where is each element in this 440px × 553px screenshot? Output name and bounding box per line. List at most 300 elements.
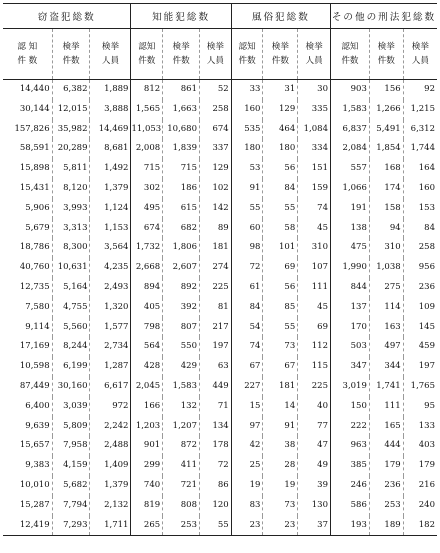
table-cell: 5,560 (52, 318, 90, 338)
table-row (3, 139, 437, 159)
table-cell: 191 (330, 199, 369, 219)
table-cell: 3,888 (90, 100, 131, 120)
table-cell: 5,809 (52, 417, 90, 437)
table-cell: 91 (231, 179, 263, 199)
table-cell: 1,765 (403, 377, 437, 397)
table-cell: 101 (263, 238, 298, 258)
table-cell: 15,657 (19, 440, 50, 451)
table-cell: 6,837 (330, 120, 369, 140)
table-cell: 240 (403, 496, 437, 516)
table-cell: 23 (263, 516, 298, 536)
table-cell: 903 (330, 80, 369, 100)
table-cell: 83 (231, 496, 263, 516)
group-header-theft: 窃盗犯総数 (3, 4, 131, 29)
table-cell: 160 (231, 100, 263, 120)
table-cell: 138 (330, 219, 369, 239)
group-header-intellectual: 知能犯総数 (131, 4, 231, 29)
table-cell: 71 (200, 397, 232, 417)
table-cell: 337 (200, 139, 232, 159)
table-row (3, 258, 437, 278)
table-cell: 335 (298, 100, 331, 120)
table-cell: 411 (163, 456, 200, 476)
table-cell: 2,493 (90, 278, 131, 298)
table-cell: 23 (231, 516, 263, 536)
table-cell: 86 (200, 476, 232, 496)
table-cell: 53 (231, 159, 263, 179)
table-cell: 25 (231, 456, 263, 476)
table-cell: 12,419 (3, 516, 52, 536)
table-cell: 63 (200, 357, 232, 377)
table-cell: 246 (330, 476, 369, 496)
table-row (3, 337, 437, 357)
table-cell: 133 (403, 417, 437, 437)
table-cell: 81 (200, 298, 232, 318)
table-cell: 84 (403, 219, 437, 239)
table-cell: 674 (200, 120, 232, 140)
table-cell: 812 (131, 80, 163, 100)
table-row (3, 278, 437, 298)
table-cell: 189 (369, 516, 403, 536)
table-cell: 9,383 (25, 460, 50, 471)
table-cell: 459 (403, 337, 437, 357)
table-cell: 14,469 (90, 120, 131, 140)
sub-header-arrested-persons: 検挙 人員 (298, 29, 331, 80)
table-row (3, 298, 437, 318)
table-cell: 475 (330, 238, 369, 258)
table-cell: 142 (200, 199, 232, 219)
table-cell: 55 (263, 318, 298, 338)
table-cell: 1,741 (369, 377, 403, 397)
table-cell: 8,244 (52, 337, 90, 357)
table-cell: 7,580 (25, 301, 50, 312)
table-cell: 3,019 (330, 377, 369, 397)
table-cell: 3,993 (52, 199, 90, 219)
table-row (3, 357, 437, 377)
table-cell: 180 (231, 139, 263, 159)
table-cell: 39 (298, 476, 331, 496)
sub-header-cleared-cases: 検挙 件数 (163, 29, 200, 80)
table-cell: 28 (263, 456, 298, 476)
table-cell: 156 (369, 80, 403, 100)
table-cell: 449 (200, 377, 232, 397)
table-cell: 54 (231, 318, 263, 338)
table-cell: 182 (403, 516, 437, 536)
table-cell: 14,440 (19, 84, 50, 94)
sub-header-cleared-cases: 検挙 件数 (263, 29, 298, 80)
table-cell: 1,744 (403, 139, 437, 159)
table-cell: 157,826 (14, 123, 50, 134)
sub-header-arrested-persons: 検挙 人員 (90, 29, 131, 80)
table-cell: 52 (200, 80, 232, 100)
table-cell: 84 (231, 298, 263, 318)
table-cell: 115 (298, 357, 331, 377)
table-cell: 55 (231, 199, 263, 219)
statistics-table-page (3, 3, 437, 550)
table-cell: 30,144 (19, 103, 50, 114)
table-cell: 55 (263, 199, 298, 219)
table-cell: 253 (369, 496, 403, 516)
sub-header-arrested-persons: 検挙 人員 (200, 29, 232, 80)
table-cell: 69 (263, 258, 298, 278)
table-cell: 11,053 (131, 120, 163, 140)
table-cell: 151 (298, 159, 331, 179)
table-cell: 12,015 (52, 100, 90, 120)
table-cell: 1,663 (163, 100, 200, 120)
table-cell: 344 (369, 357, 403, 377)
table-cell: 844 (330, 278, 369, 298)
table-cell: 222 (330, 417, 369, 437)
table-cell: 5,906 (25, 202, 50, 213)
table-cell: 5,682 (52, 476, 90, 496)
sub-header-recognized: 認 知 件 数 (3, 29, 52, 80)
table-cell: 1,711 (90, 516, 131, 536)
table-cell: 56 (263, 159, 298, 179)
table-cell: 586 (330, 496, 369, 516)
table-cell: 972 (90, 397, 131, 417)
table-cell: 808 (163, 496, 200, 516)
table-cell: 1,806 (163, 238, 200, 258)
table-cell: 19 (231, 476, 263, 496)
table-cell: 535 (231, 120, 263, 140)
table-cell: 253 (163, 516, 200, 536)
table-cell: 5,164 (52, 278, 90, 298)
table-cell: 2,132 (90, 496, 131, 516)
table-cell: 30,160 (52, 377, 90, 397)
table-cell: 6,400 (25, 400, 50, 411)
table-cell: 67 (263, 357, 298, 377)
table-cell: 7,293 (52, 516, 90, 536)
table-cell: 310 (298, 238, 331, 258)
table-cell: 15 (231, 397, 263, 417)
table-cell: 55 (200, 516, 232, 536)
table-cell: 392 (163, 298, 200, 318)
table-cell: 15,287 (19, 499, 50, 510)
table-cell: 956 (403, 258, 437, 278)
sub-header-arrested-persons: 検挙 人員 (403, 29, 437, 80)
table-cell: 94 (369, 219, 403, 239)
table-row (3, 436, 437, 456)
table-cell: 347 (330, 357, 369, 377)
table-cell: 2,242 (90, 417, 131, 437)
table-cell: 174 (369, 179, 403, 199)
table-cell: 2,607 (163, 258, 200, 278)
table-row (3, 397, 437, 417)
table-cell: 38 (263, 436, 298, 456)
table-cell: 40,760 (19, 262, 50, 273)
table-cell: 5,811 (52, 159, 90, 179)
table-cell: 495 (131, 199, 163, 219)
table-cell: 1,084 (298, 120, 331, 140)
table-cell: 170 (330, 318, 369, 338)
table-cell: 892 (163, 278, 200, 298)
table-cell: 6,617 (90, 377, 131, 397)
table-cell: 1,379 (90, 179, 131, 199)
table-cell: 168 (369, 159, 403, 179)
table-row (3, 219, 437, 239)
table-cell: 74 (231, 337, 263, 357)
table-cell: 114 (369, 298, 403, 318)
table-cell: 225 (298, 377, 331, 397)
table-row (3, 100, 437, 120)
table-cell: 8,681 (90, 139, 131, 159)
table-cell: 111 (369, 397, 403, 417)
table-cell: 275 (369, 278, 403, 298)
table-cell: 274 (200, 258, 232, 278)
table-cell: 91 (263, 417, 298, 437)
table-cell: 1,207 (163, 417, 200, 437)
sub-header-row (3, 29, 437, 80)
table-cell: 564 (131, 337, 163, 357)
table-cell: 181 (200, 238, 232, 258)
group-header-moral: 風俗犯総数 (231, 4, 330, 29)
table-cell: 1,266 (369, 100, 403, 120)
table-cell: 8,120 (52, 179, 90, 199)
table-row (3, 496, 437, 516)
table-cell: 47 (298, 436, 331, 456)
table-cell: 67 (231, 357, 263, 377)
table-cell: 111 (298, 278, 331, 298)
table-cell: 3,313 (52, 219, 90, 239)
table-cell: 89 (200, 219, 232, 239)
table-cell: 58 (263, 219, 298, 239)
table-cell: 179 (369, 456, 403, 476)
table-cell: 715 (163, 159, 200, 179)
table-cell: 299 (131, 456, 163, 476)
table-cell: 15,898 (19, 163, 50, 174)
table-cell: 497 (369, 337, 403, 357)
table-cell: 129 (200, 159, 232, 179)
table-row (3, 456, 437, 476)
table-cell: 5,679 (25, 222, 50, 233)
table-cell: 1,583 (330, 100, 369, 120)
sub-header-recognized: 認知 件数 (231, 29, 263, 80)
table-cell: 1,153 (90, 219, 131, 239)
table-cell: 721 (163, 476, 200, 496)
table-cell: 137 (330, 298, 369, 318)
table-cell: 1,492 (90, 159, 131, 179)
table-cell: 674 (131, 219, 163, 239)
table-cell: 503 (330, 337, 369, 357)
table-cell: 798 (131, 318, 163, 338)
table-cell: 963 (330, 436, 369, 456)
table-cell: 9,639 (25, 420, 50, 431)
table-cell: 19 (263, 476, 298, 496)
table-cell: 49 (298, 456, 331, 476)
table-cell: 31 (263, 80, 298, 100)
table-cell: 1,124 (90, 199, 131, 219)
table-cell: 1,287 (90, 357, 131, 377)
table-cell: 6,199 (52, 357, 90, 377)
table-cell: 60 (231, 219, 263, 239)
table-cell: 1,577 (90, 318, 131, 338)
table-cell: 97 (231, 417, 263, 437)
table-cell: 2,488 (90, 436, 131, 456)
table-cell: 2,734 (90, 337, 131, 357)
table-cell: 42 (231, 436, 263, 456)
table-cell: 166 (131, 397, 163, 417)
group-header-other: その他の刑法犯総数 (330, 4, 437, 29)
table-cell: 2,008 (131, 139, 163, 159)
table-row (3, 159, 437, 179)
table-cell: 197 (403, 357, 437, 377)
table-cell: 1,583 (163, 377, 200, 397)
table-cell: 1,854 (369, 139, 403, 159)
table-cell: 35,982 (52, 120, 90, 140)
table-cell: 45 (298, 298, 331, 318)
table-cell: 153 (403, 199, 437, 219)
table-cell: 615 (163, 199, 200, 219)
table-cell: 557 (330, 159, 369, 179)
table-cell: 33 (231, 80, 263, 100)
table-cell: 1,038 (369, 258, 403, 278)
crime-statistics-table (3, 3, 437, 536)
table-cell: 2,045 (131, 377, 163, 397)
table-cell: 77 (298, 417, 331, 437)
table-cell: 385 (330, 456, 369, 476)
table-cell: 403 (403, 436, 437, 456)
table-cell: 429 (163, 357, 200, 377)
table-cell: 120 (200, 496, 232, 516)
table-cell: 6,312 (403, 120, 437, 140)
table-cell: 72 (200, 456, 232, 476)
sub-header-cleared-cases: 検挙 件数 (52, 29, 90, 80)
table-cell: 9,114 (25, 321, 50, 332)
table-cell: 2,084 (330, 139, 369, 159)
table-cell: 163 (369, 318, 403, 338)
table-cell: 740 (131, 476, 163, 496)
table-cell: 14 (263, 397, 298, 417)
table-row (3, 417, 437, 437)
table-cell: 258 (403, 238, 437, 258)
table-cell: 8,300 (52, 238, 90, 258)
table-cell: 10,680 (163, 120, 200, 140)
table-cell: 164 (403, 159, 437, 179)
group-header-row (3, 4, 437, 29)
table-cell: 464 (263, 120, 298, 140)
table-cell: 102 (200, 179, 232, 199)
table-cell: 150 (330, 397, 369, 417)
table-cell: 550 (163, 337, 200, 357)
table-cell: 10,598 (19, 361, 50, 372)
table-cell: 901 (131, 436, 163, 456)
table-cell: 4,235 (90, 258, 131, 278)
table-cell: 3,039 (52, 397, 90, 417)
table-cell: 715 (131, 159, 163, 179)
table-cell: 109 (403, 298, 437, 318)
table-row (3, 318, 437, 338)
table-cell: 85 (263, 298, 298, 318)
table-cell: 107 (298, 258, 331, 278)
table-cell: 1,066 (330, 179, 369, 199)
table-row (3, 238, 437, 258)
table-cell: 73 (263, 337, 298, 357)
table-cell: 181 (263, 377, 298, 397)
table-cell: 73 (263, 496, 298, 516)
table-cell: 444 (369, 436, 403, 456)
table-cell: 15,431 (19, 182, 50, 193)
table-cell: 1,732 (131, 238, 163, 258)
table-cell: 165 (369, 417, 403, 437)
table-cell: 227 (231, 377, 263, 397)
table-cell: 87,449 (19, 380, 50, 391)
table-cell: 159 (298, 179, 331, 199)
table-cell: 178 (200, 436, 232, 456)
table-cell: 1,320 (90, 298, 131, 318)
table-cell: 1,379 (90, 476, 131, 496)
table-cell: 807 (163, 318, 200, 338)
table-cell: 10,010 (19, 479, 50, 490)
table-cell: 130 (298, 496, 331, 516)
table-cell: 2,668 (131, 258, 163, 278)
table-cell: 61 (231, 278, 263, 298)
table-cell: 1,565 (131, 100, 163, 120)
table-cell: 334 (298, 139, 331, 159)
table-cell: 7,794 (52, 496, 90, 516)
table-cell: 1,215 (403, 100, 437, 120)
table-cell: 819 (131, 496, 163, 516)
table-cell: 1,839 (163, 139, 200, 159)
table-cell: 74 (298, 199, 331, 219)
table-cell: 112 (298, 337, 331, 357)
table-cell: 45 (298, 219, 331, 239)
sub-header-recognized: 認知 件数 (330, 29, 369, 80)
sub-header-cleared-cases: 検挙 件数 (369, 29, 403, 80)
table-cell: 160 (403, 179, 437, 199)
table-cell: 405 (131, 298, 163, 318)
table-cell: 92 (403, 80, 437, 100)
table-cell: 3,564 (90, 238, 131, 258)
table-cell: 12,735 (19, 281, 50, 292)
table-cell: 5,491 (369, 120, 403, 140)
table-cell: 69 (298, 318, 331, 338)
table-cell: 132 (163, 397, 200, 417)
table-cell: 72 (231, 258, 263, 278)
table-cell: 1,990 (330, 258, 369, 278)
table-cell: 236 (403, 278, 437, 298)
table-cell: 179 (403, 456, 437, 476)
table-cell: 236 (369, 476, 403, 496)
table-cell: 310 (369, 238, 403, 258)
table-cell: 10,631 (52, 258, 90, 278)
table-cell: 1,409 (90, 456, 131, 476)
table-cell: 217 (200, 318, 232, 338)
table-cell: 56 (263, 278, 298, 298)
table-cell: 1,889 (90, 80, 131, 100)
table-cell: 20,289 (52, 139, 90, 159)
table-cell: 58,591 (19, 143, 50, 154)
table-row (3, 179, 437, 199)
table-cell: 95 (403, 397, 437, 417)
table-cell: 265 (131, 516, 163, 536)
table-cell: 894 (131, 278, 163, 298)
table-cell: 37 (298, 516, 331, 536)
table-cell: 428 (131, 357, 163, 377)
table-cell: 872 (163, 436, 200, 456)
table-row (3, 377, 437, 397)
table-row (3, 476, 437, 496)
table-cell: 40 (298, 397, 331, 417)
table-row (3, 516, 437, 536)
table-row (3, 80, 437, 100)
table-cell: 258 (200, 100, 232, 120)
table-cell: 84 (263, 179, 298, 199)
table-cell: 158 (369, 199, 403, 219)
table-cell: 180 (263, 139, 298, 159)
table-cell: 145 (403, 318, 437, 338)
table-cell: 682 (163, 219, 200, 239)
table-cell: 225 (200, 278, 232, 298)
table-row (3, 120, 437, 140)
